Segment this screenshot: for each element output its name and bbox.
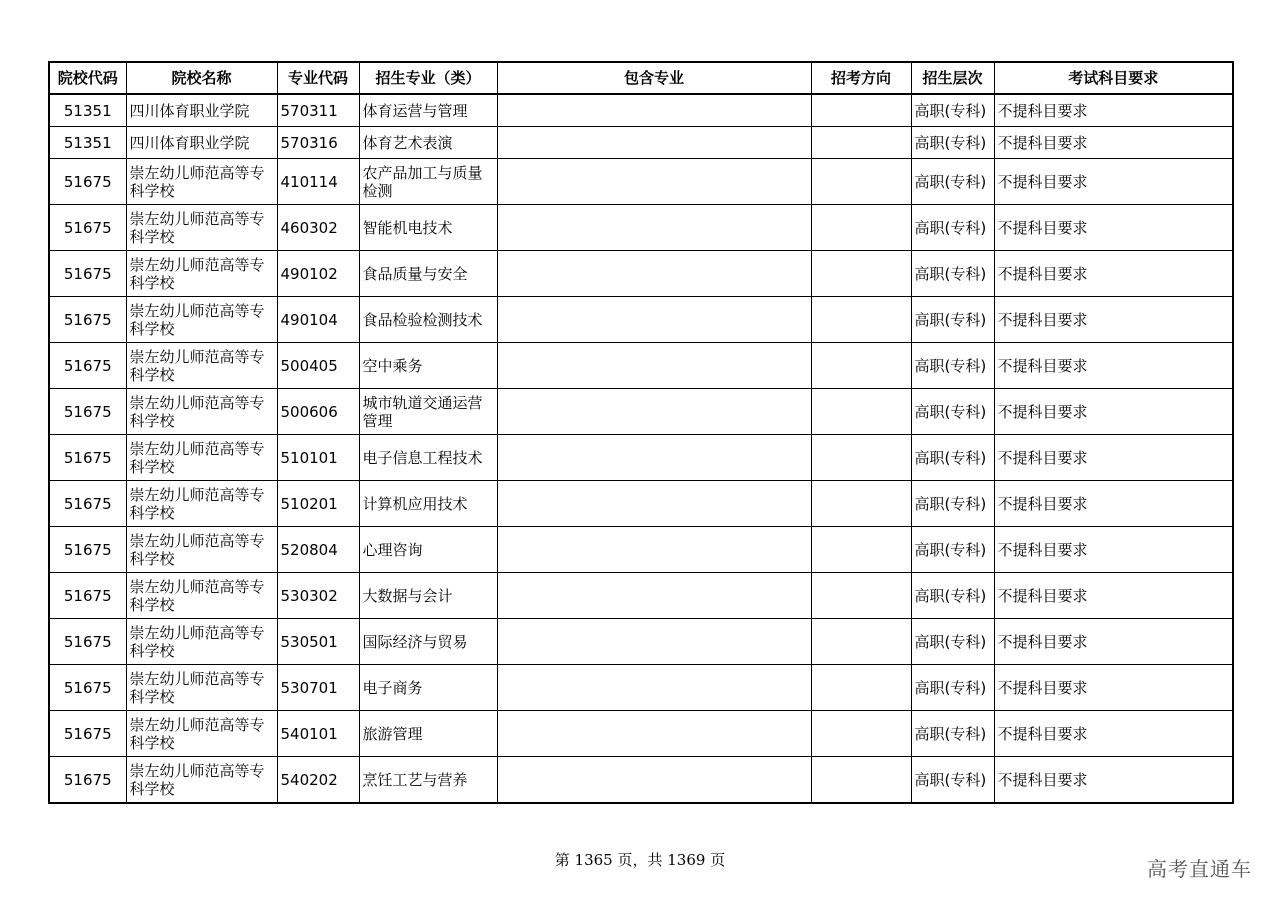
cell-major-code: 520804 [277, 527, 359, 573]
cell-major: 计算机应用技术 [359, 481, 497, 527]
cell-subject-requirement: 不提科目要求 [994, 757, 1233, 804]
cell-direction [811, 297, 911, 343]
cell-level: 高职(专科) [911, 619, 994, 665]
cell-included-majors [497, 481, 811, 527]
cell-major-code: 500606 [277, 389, 359, 435]
cell-major-code: 540202 [277, 757, 359, 804]
cell-direction [811, 665, 911, 711]
cell-direction [811, 127, 911, 159]
cell-included-majors [497, 205, 811, 251]
table-row [49, 343, 1233, 389]
cell-direction [811, 435, 911, 481]
cell-school-code: 51675 [49, 205, 126, 251]
cell-included-majors [497, 527, 811, 573]
cell-school-code: 51675 [49, 711, 126, 757]
cell-included-majors [497, 251, 811, 297]
cell-major-code: 570311 [277, 94, 359, 127]
cell-direction [811, 619, 911, 665]
cell-school-name: 崇左幼儿师范高等专科学校 [126, 297, 277, 343]
cell-level: 高职(专科) [911, 205, 994, 251]
cell-level: 高职(专科) [911, 251, 994, 297]
header-row [49, 62, 1233, 94]
cell-direction [811, 527, 911, 573]
cell-major: 电子商务 [359, 665, 497, 711]
cell-school-name: 崇左幼儿师范高等专科学校 [126, 159, 277, 205]
cell-included-majors [497, 665, 811, 711]
cell-school-name: 崇左幼儿师范高等专科学校 [126, 527, 277, 573]
table-row [49, 619, 1233, 665]
cell-direction [811, 251, 911, 297]
cell-school-code: 51675 [49, 481, 126, 527]
cell-direction [811, 573, 911, 619]
cell-major: 大数据与会计 [359, 573, 497, 619]
cell-school-name: 崇左幼儿师范高等专科学校 [126, 435, 277, 481]
cell-school-name: 崇左幼儿师范高等专科学校 [126, 619, 277, 665]
cell-major-code: 530302 [277, 573, 359, 619]
admissions-table [48, 61, 1234, 804]
cell-school-name: 崇左幼儿师范高等专科学校 [126, 343, 277, 389]
cell-subject-requirement: 不提科目要求 [994, 297, 1233, 343]
cell-subject-requirement: 不提科目要求 [994, 389, 1233, 435]
cell-subject-requirement: 不提科目要求 [994, 619, 1233, 665]
table-row [49, 665, 1233, 711]
cell-school-name: 四川体育职业学院 [126, 127, 277, 159]
cell-level: 高职(专科) [911, 389, 994, 435]
cell-school-name: 崇左幼儿师范高等专科学校 [126, 711, 277, 757]
cell-major-code: 530701 [277, 665, 359, 711]
cell-major: 食品检验检测技术 [359, 297, 497, 343]
cell-major-code: 460302 [277, 205, 359, 251]
cell-major: 旅游管理 [359, 711, 497, 757]
cell-level: 高职(专科) [911, 297, 994, 343]
cell-major: 体育运营与管理 [359, 94, 497, 127]
cell-subject-requirement: 不提科目要求 [994, 343, 1233, 389]
cell-included-majors [497, 159, 811, 205]
cell-subject-requirement: 不提科目要求 [994, 159, 1233, 205]
table-row [49, 159, 1233, 205]
header-subject-requirement: 考试科目要求 [994, 62, 1233, 94]
cell-subject-requirement: 不提科目要求 [994, 251, 1233, 297]
cell-major: 城市轨道交通运营管理 [359, 389, 497, 435]
cell-major: 体育艺术表演 [359, 127, 497, 159]
cell-school-name: 崇左幼儿师范高等专科学校 [126, 481, 277, 527]
table-row [49, 297, 1233, 343]
cell-level: 高职(专科) [911, 527, 994, 573]
header-major-code: 专业代码 [277, 62, 359, 94]
table-row [49, 94, 1233, 127]
table-row [49, 711, 1233, 757]
cell-school-code: 51351 [49, 94, 126, 127]
cell-level: 高职(专科) [911, 159, 994, 205]
cell-included-majors [497, 389, 811, 435]
table-row [49, 251, 1233, 297]
cell-level: 高职(专科) [911, 94, 994, 127]
table-row [49, 127, 1233, 159]
cell-school-code: 51675 [49, 757, 126, 804]
cell-level: 高职(专科) [911, 665, 994, 711]
cell-school-name: 四川体育职业学院 [126, 94, 277, 127]
cell-direction [811, 94, 911, 127]
cell-major-code: 410114 [277, 159, 359, 205]
cell-subject-requirement: 不提科目要求 [994, 573, 1233, 619]
cell-level: 高职(专科) [911, 481, 994, 527]
cell-direction [811, 757, 911, 804]
header-direction: 招考方向 [811, 62, 911, 94]
table-row [49, 573, 1233, 619]
table-row [49, 389, 1233, 435]
table-row [49, 435, 1233, 481]
cell-major: 空中乘务 [359, 343, 497, 389]
cell-school-code: 51351 [49, 127, 126, 159]
cell-school-code: 51675 [49, 343, 126, 389]
cell-included-majors [497, 343, 811, 389]
cell-included-majors [497, 573, 811, 619]
cell-level: 高职(专科) [911, 127, 994, 159]
cell-major: 电子信息工程技术 [359, 435, 497, 481]
cell-subject-requirement: 不提科目要求 [994, 527, 1233, 573]
cell-subject-requirement: 不提科目要求 [994, 711, 1233, 757]
cell-school-code: 51675 [49, 573, 126, 619]
cell-major-code: 510201 [277, 481, 359, 527]
header-school-name: 院校名称 [126, 62, 277, 94]
cell-direction [811, 205, 911, 251]
cell-direction [811, 389, 911, 435]
cell-school-code: 51675 [49, 665, 126, 711]
header-included-majors: 包含专业 [497, 62, 811, 94]
cell-school-name: 崇左幼儿师范高等专科学校 [126, 251, 277, 297]
cell-school-code: 51675 [49, 159, 126, 205]
cell-major-code: 570316 [277, 127, 359, 159]
table-row [49, 481, 1233, 527]
cell-direction [811, 159, 911, 205]
cell-included-majors [497, 127, 811, 159]
page-number: 第 1365 页，共 1369 页 [554, 851, 726, 869]
cell-included-majors [497, 94, 811, 127]
cell-level: 高职(专科) [911, 711, 994, 757]
header-major: 招生专业（类） [359, 62, 497, 94]
cell-major: 烹饪工艺与营养 [359, 757, 497, 804]
cell-direction [811, 481, 911, 527]
cell-school-name: 崇左幼儿师范高等专科学校 [126, 665, 277, 711]
cell-subject-requirement: 不提科目要求 [994, 94, 1233, 127]
cell-subject-requirement: 不提科目要求 [994, 435, 1233, 481]
cell-included-majors [497, 435, 811, 481]
cell-school-code: 51675 [49, 435, 126, 481]
header-level: 招生层次 [911, 62, 994, 94]
cell-school-name: 崇左幼儿师范高等专科学校 [126, 757, 277, 804]
cell-included-majors [497, 297, 811, 343]
cell-included-majors [497, 619, 811, 665]
cell-school-code: 51675 [49, 297, 126, 343]
cell-major-code: 490102 [277, 251, 359, 297]
cell-major: 食品质量与安全 [359, 251, 497, 297]
cell-major: 智能机电技术 [359, 205, 497, 251]
cell-school-name: 崇左幼儿师范高等专科学校 [126, 389, 277, 435]
cell-included-majors [497, 757, 811, 804]
cell-school-code: 51675 [49, 527, 126, 573]
table-row [49, 527, 1233, 573]
cell-direction [811, 343, 911, 389]
cell-school-code: 51675 [49, 619, 126, 665]
cell-school-name: 崇左幼儿师范高等专科学校 [126, 205, 277, 251]
table-row [49, 205, 1233, 251]
header-school-code: 院校代码 [49, 62, 126, 94]
cell-school-name: 崇左幼儿师范高等专科学校 [126, 573, 277, 619]
cell-subject-requirement: 不提科目要求 [994, 127, 1233, 159]
cell-subject-requirement: 不提科目要求 [994, 205, 1233, 251]
cell-level: 高职(专科) [911, 757, 994, 804]
cell-subject-requirement: 不提科目要求 [994, 665, 1233, 711]
cell-school-code: 51675 [49, 389, 126, 435]
watermark-text: 高考直通车 [1147, 857, 1252, 881]
cell-major: 国际经济与贸易 [359, 619, 497, 665]
cell-level: 高职(专科) [911, 435, 994, 481]
cell-major-code: 530501 [277, 619, 359, 665]
cell-major-code: 510101 [277, 435, 359, 481]
cell-major-code: 490104 [277, 297, 359, 343]
cell-included-majors [497, 711, 811, 757]
cell-major-code: 500405 [277, 343, 359, 389]
cell-level: 高职(专科) [911, 573, 994, 619]
cell-subject-requirement: 不提科目要求 [994, 481, 1233, 527]
cell-major-code: 540101 [277, 711, 359, 757]
cell-school-code: 51675 [49, 251, 126, 297]
cell-level: 高职(专科) [911, 343, 994, 389]
table-row [49, 757, 1233, 804]
cell-major: 心理咨询 [359, 527, 497, 573]
cell-major: 农产品加工与质量检测 [359, 159, 497, 205]
cell-direction [811, 711, 911, 757]
